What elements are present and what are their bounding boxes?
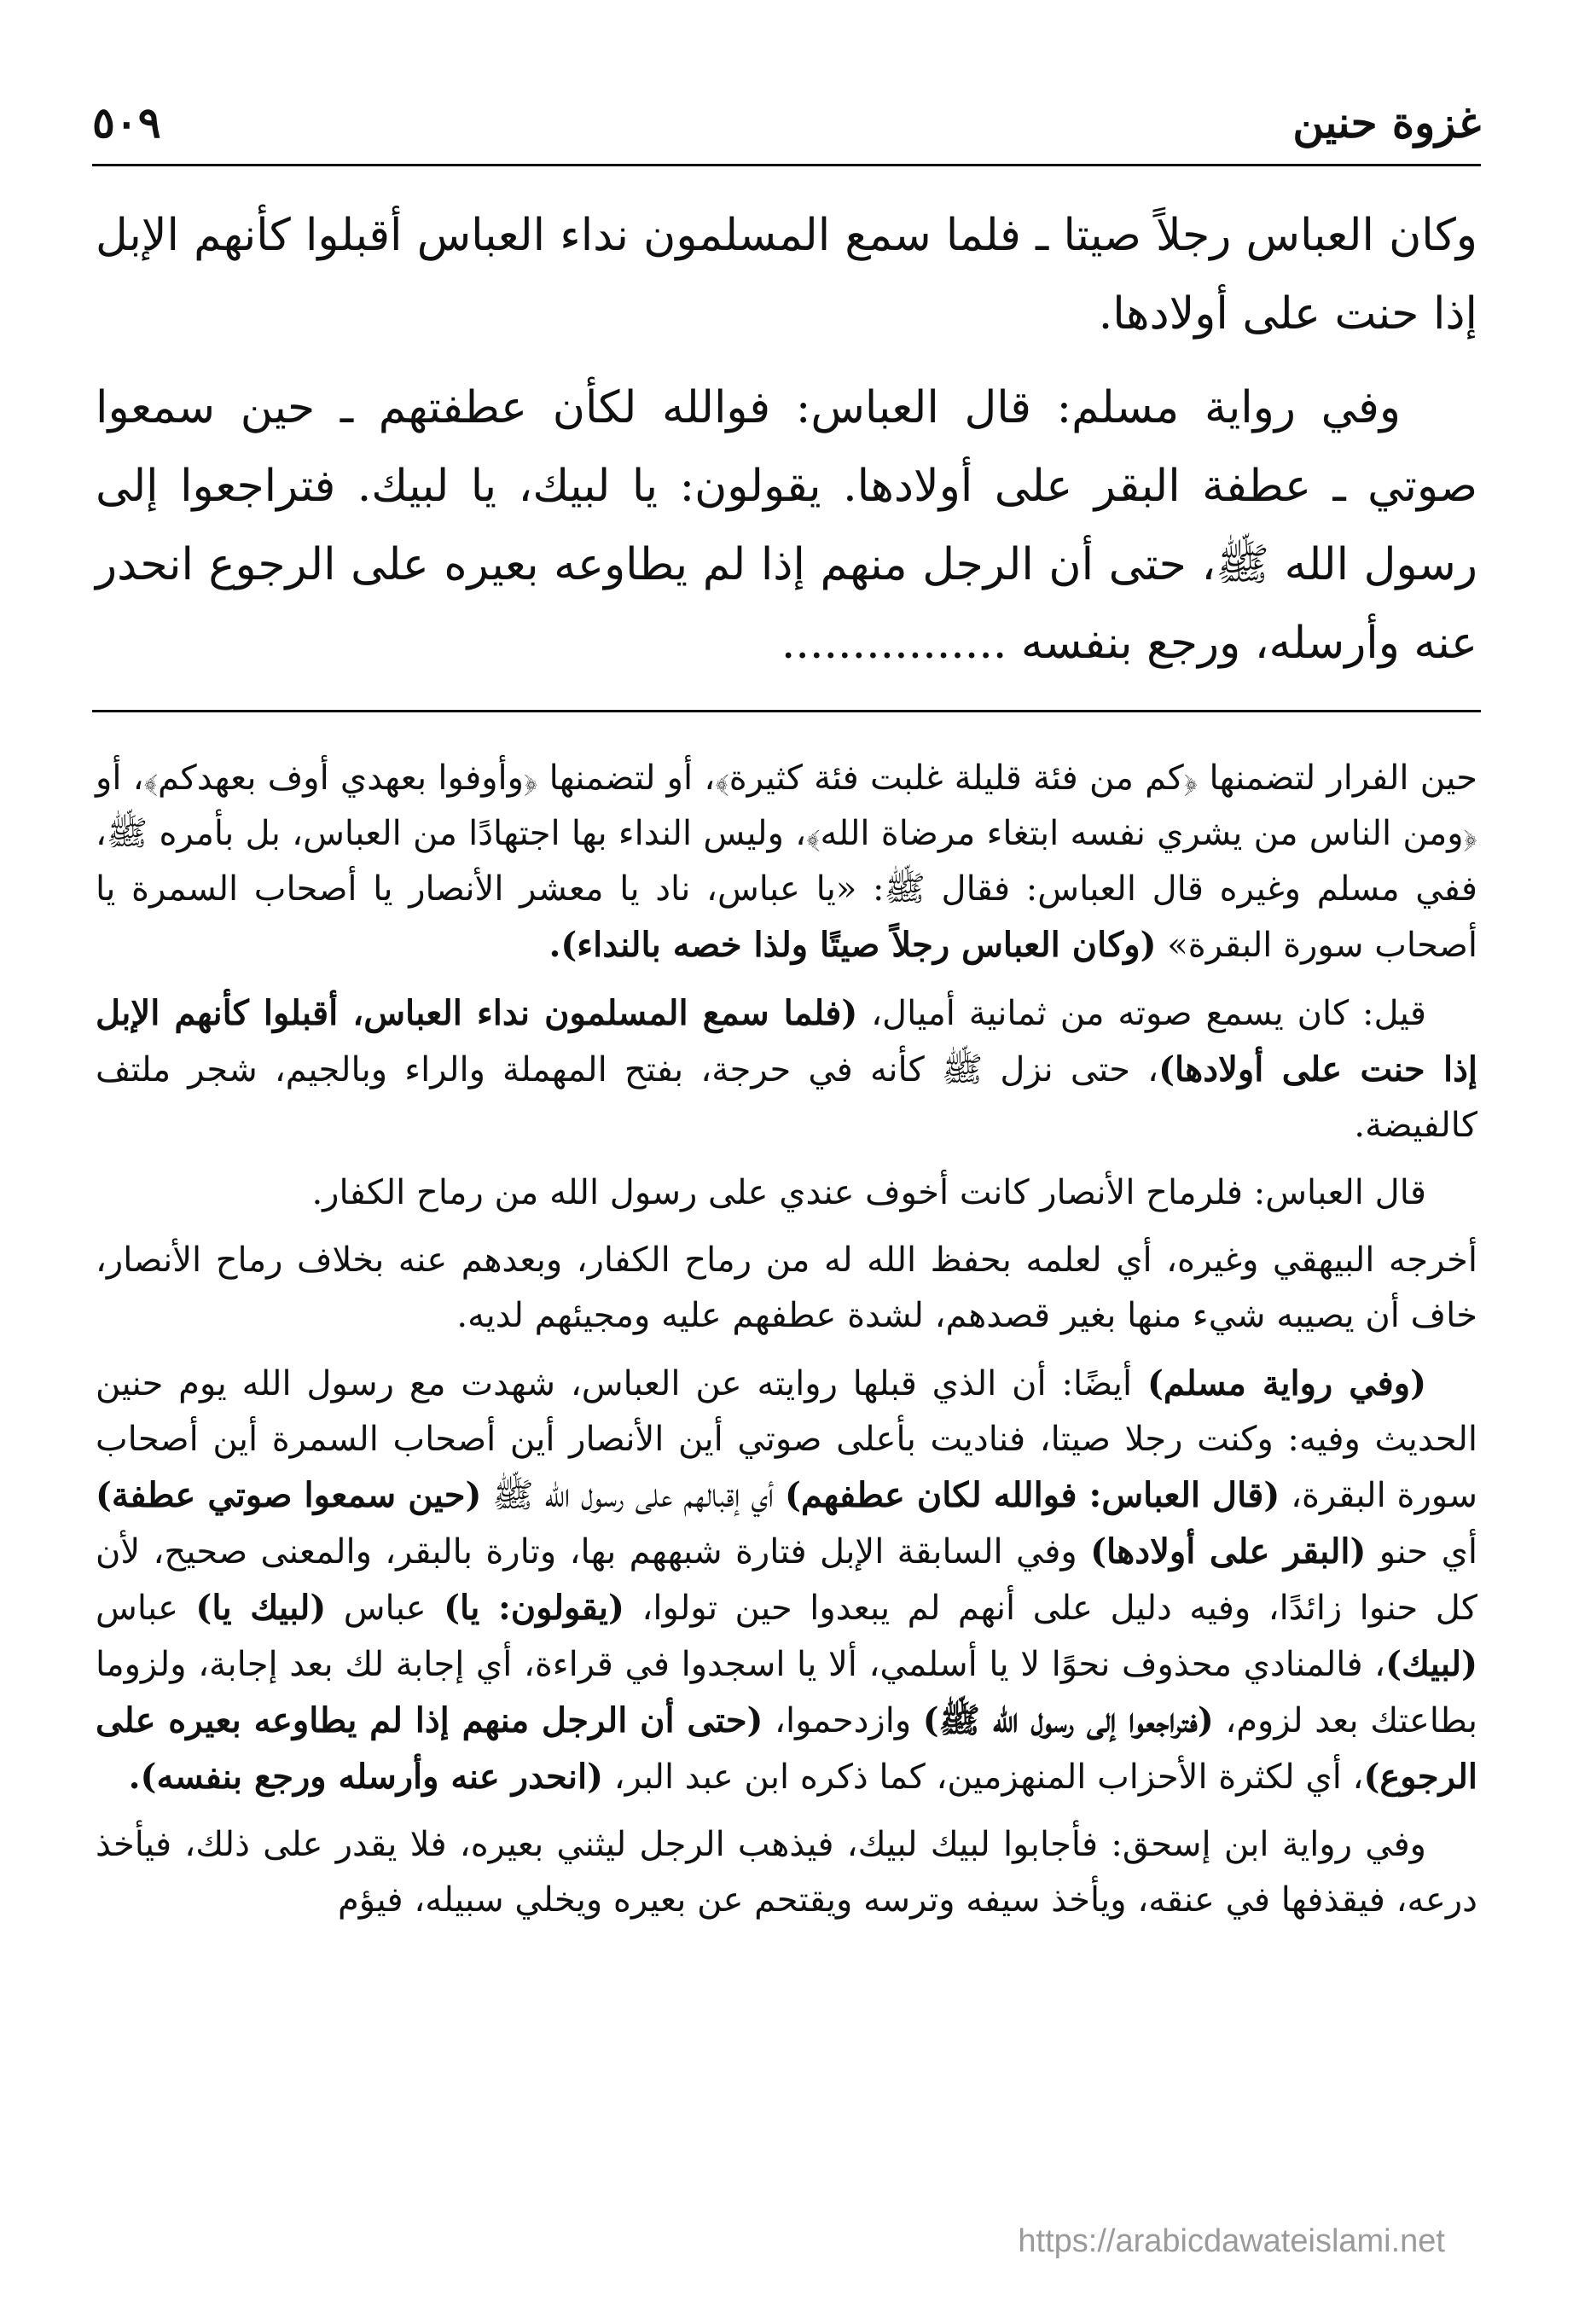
quoted-text: (وكان العباس رجلاً صيتًا ولذا خصه بالنداء). (549, 925, 1157, 965)
header-rule (92, 164, 1481, 166)
watermark-url: https://arabicdawateislami.net (1018, 2223, 1445, 2259)
main-paragraph: وكان العباس رجلاً صيتا ـ فلما سمع المسلمون نداء العباس أقبلوا كأنهم الإبل إذا حنت على أولادها. (96, 210, 1477, 340)
chapter-title: غزوة حنين (1292, 97, 1481, 148)
page-header (92, 92, 1481, 154)
main-paragraph (96, 369, 1477, 683)
commentary-text-run: أي إقبالهم على رسول الله ﷺ (481, 1476, 785, 1515)
quoted-text: (قال العباس: فوالله لكان عطفهم) (784, 1475, 1280, 1515)
main-paragraph-text: وفي رواية مسلم: قال العباس: فوالله لكأن عطفتهم ـ حين سمعوا صوتي ـ عطفة البقر على أولادها. يقولون: يا لبيك، يا لبيك. فتراجعوا إلى رسول الله ﷺ، حتى أن الرجل منهم إذا لم يطاوعه بعيره على الرجوع انحدر عنه وأرسله، ورجع بنفسه (96, 382, 1477, 669)
main-text (96, 196, 1477, 698)
commentary-text-run: وازدحموا، (763, 1701, 923, 1740)
commentary-paragraph: وفي رواية ابن إسحق: فأجابوا لبيك لبيك، فيذهب الرجل ليثني بعيره، فلا يقدر على ذلك، فيأخذ درعه، فيقذفها في عنقه، ويأخذ سيفه وترسه ويقتحم عن بعيره ويخلي سبيله، فيؤم (96, 1825, 1477, 1920)
quoted-text: (لبيك) (1385, 1644, 1477, 1684)
commentary-paragraph (96, 751, 1477, 973)
quoted-text: (حتى أن الرجل منهم إذا لم يطاوعه بعيره على الرجوع) (96, 1700, 1477, 1797)
commentary-paragraph (96, 1356, 1477, 1805)
quoted-text: (لبيك يا) (195, 1588, 327, 1628)
commentary-text-run: وفي السابقة الإبل فتارة شبههم بها، وتارة بالبقر، والمعنى صحيح، لأن كل حنوا زائدًا، وفيه دليل على أنهم لم يبعدوا حين تولوا، (96, 1532, 1478, 1628)
commentary-text-run: ، أي لكثرة الأحزاب المنهزمين، كما ذكره ابن عبد البر، (603, 1758, 1364, 1797)
quoted-text: (وفي رواية مسلم) (1146, 1363, 1426, 1403)
commentary-text-run: أيضًا: أن الذي قبلها روايته عن العباس، شهدت مع رسول الله يوم حنين الحديث وفيه: وكنت رجلا صيتا، فناديت بأعلى صوتي أين الأنصار أين أصحاب السمرة أين أصحاب سورة البقرة، (96, 1364, 1477, 1515)
commentary-paragraph: قال العباس: فلرماح الأنصار كانت أخوف عندي على رسول الله من رماح الكفار. (311, 1173, 1426, 1212)
quoted-text: (انحدر عنه وأرسله ورجع بنفسه). (128, 1757, 603, 1797)
commentary-paragraph (96, 985, 1477, 1153)
commentary-text-run: ، فالمنادي محذوف نحوًا لا يا أسلمي، ألا يا اسجدوا في قراءة، أي إجابة لك بعد إجابة، ولزوما بطاعتك بعد لزوم، (96, 1645, 1477, 1740)
commentary-text-run: أي حنو (1366, 1532, 1478, 1572)
ellipsis-dots: ................ (781, 618, 1007, 669)
commentary-text-run: قيل: كان يسمع صوته من ثمانية أميال، (857, 994, 1426, 1033)
quoted-text: (حين سمعوا صوتي عطفة) (96, 1475, 482, 1515)
quoted-text: (فلما سمع المسلمون نداء العباس، أقبلوا كأنهم الإبل إذا حنت على أولادها) (96, 993, 1478, 1089)
quoted-text: (البقر على أولادها) (1090, 1531, 1367, 1572)
section-divider (92, 710, 1481, 712)
quoted-text: (فتراجعوا إلى رسول الله ﷺ) (922, 1700, 1214, 1740)
quoted-text: (يقولون: يا) (444, 1588, 624, 1628)
commentary-text-run: ، حتى نزل ﷺ كأنه في حرجة، بفتح المهملة والراء وبالجيم، شجر ملتف كالفيضة. (96, 1050, 1477, 1145)
commentary-text-run: عباس (96, 1589, 196, 1628)
commentary-text (96, 751, 1477, 1940)
commentary-text-run: عباس (326, 1589, 444, 1628)
commentary-text-run: حين الفرار لتضمنها ﴿كم من فئة قليلة غلبت فئة كثيرة﴾، أو لتضمنها ﴿وأوفوا بعهدي أوف بعهدكم﴾، أو ﴿ومن الناس من يشري نفسه ابتغاء مرضاة الله﴾، وليس النداء بها اجتهادًا من العباس، بل بأمره ﷺ، ففي مسلم وغيره قال العباس: فقال ﷺ: «يا عباس، ناد يا معشر الأنصار يا أصحاب السمرة يا أصحاب سورة البقرة» (96, 758, 1477, 965)
commentary-paragraph: أخرجه البيهقي وغيره، أي لعلمه بحفظ الله له من رماح الكفار، وبعدهم عنه بخلاف رماح الأنصار، خاف أن يصيبه شيء منها بغير قصدهم، لشدة عطفهم عليه ومجيئهم لديه. (96, 1240, 1477, 1335)
page-number: ٥٠٩ (92, 97, 161, 148)
